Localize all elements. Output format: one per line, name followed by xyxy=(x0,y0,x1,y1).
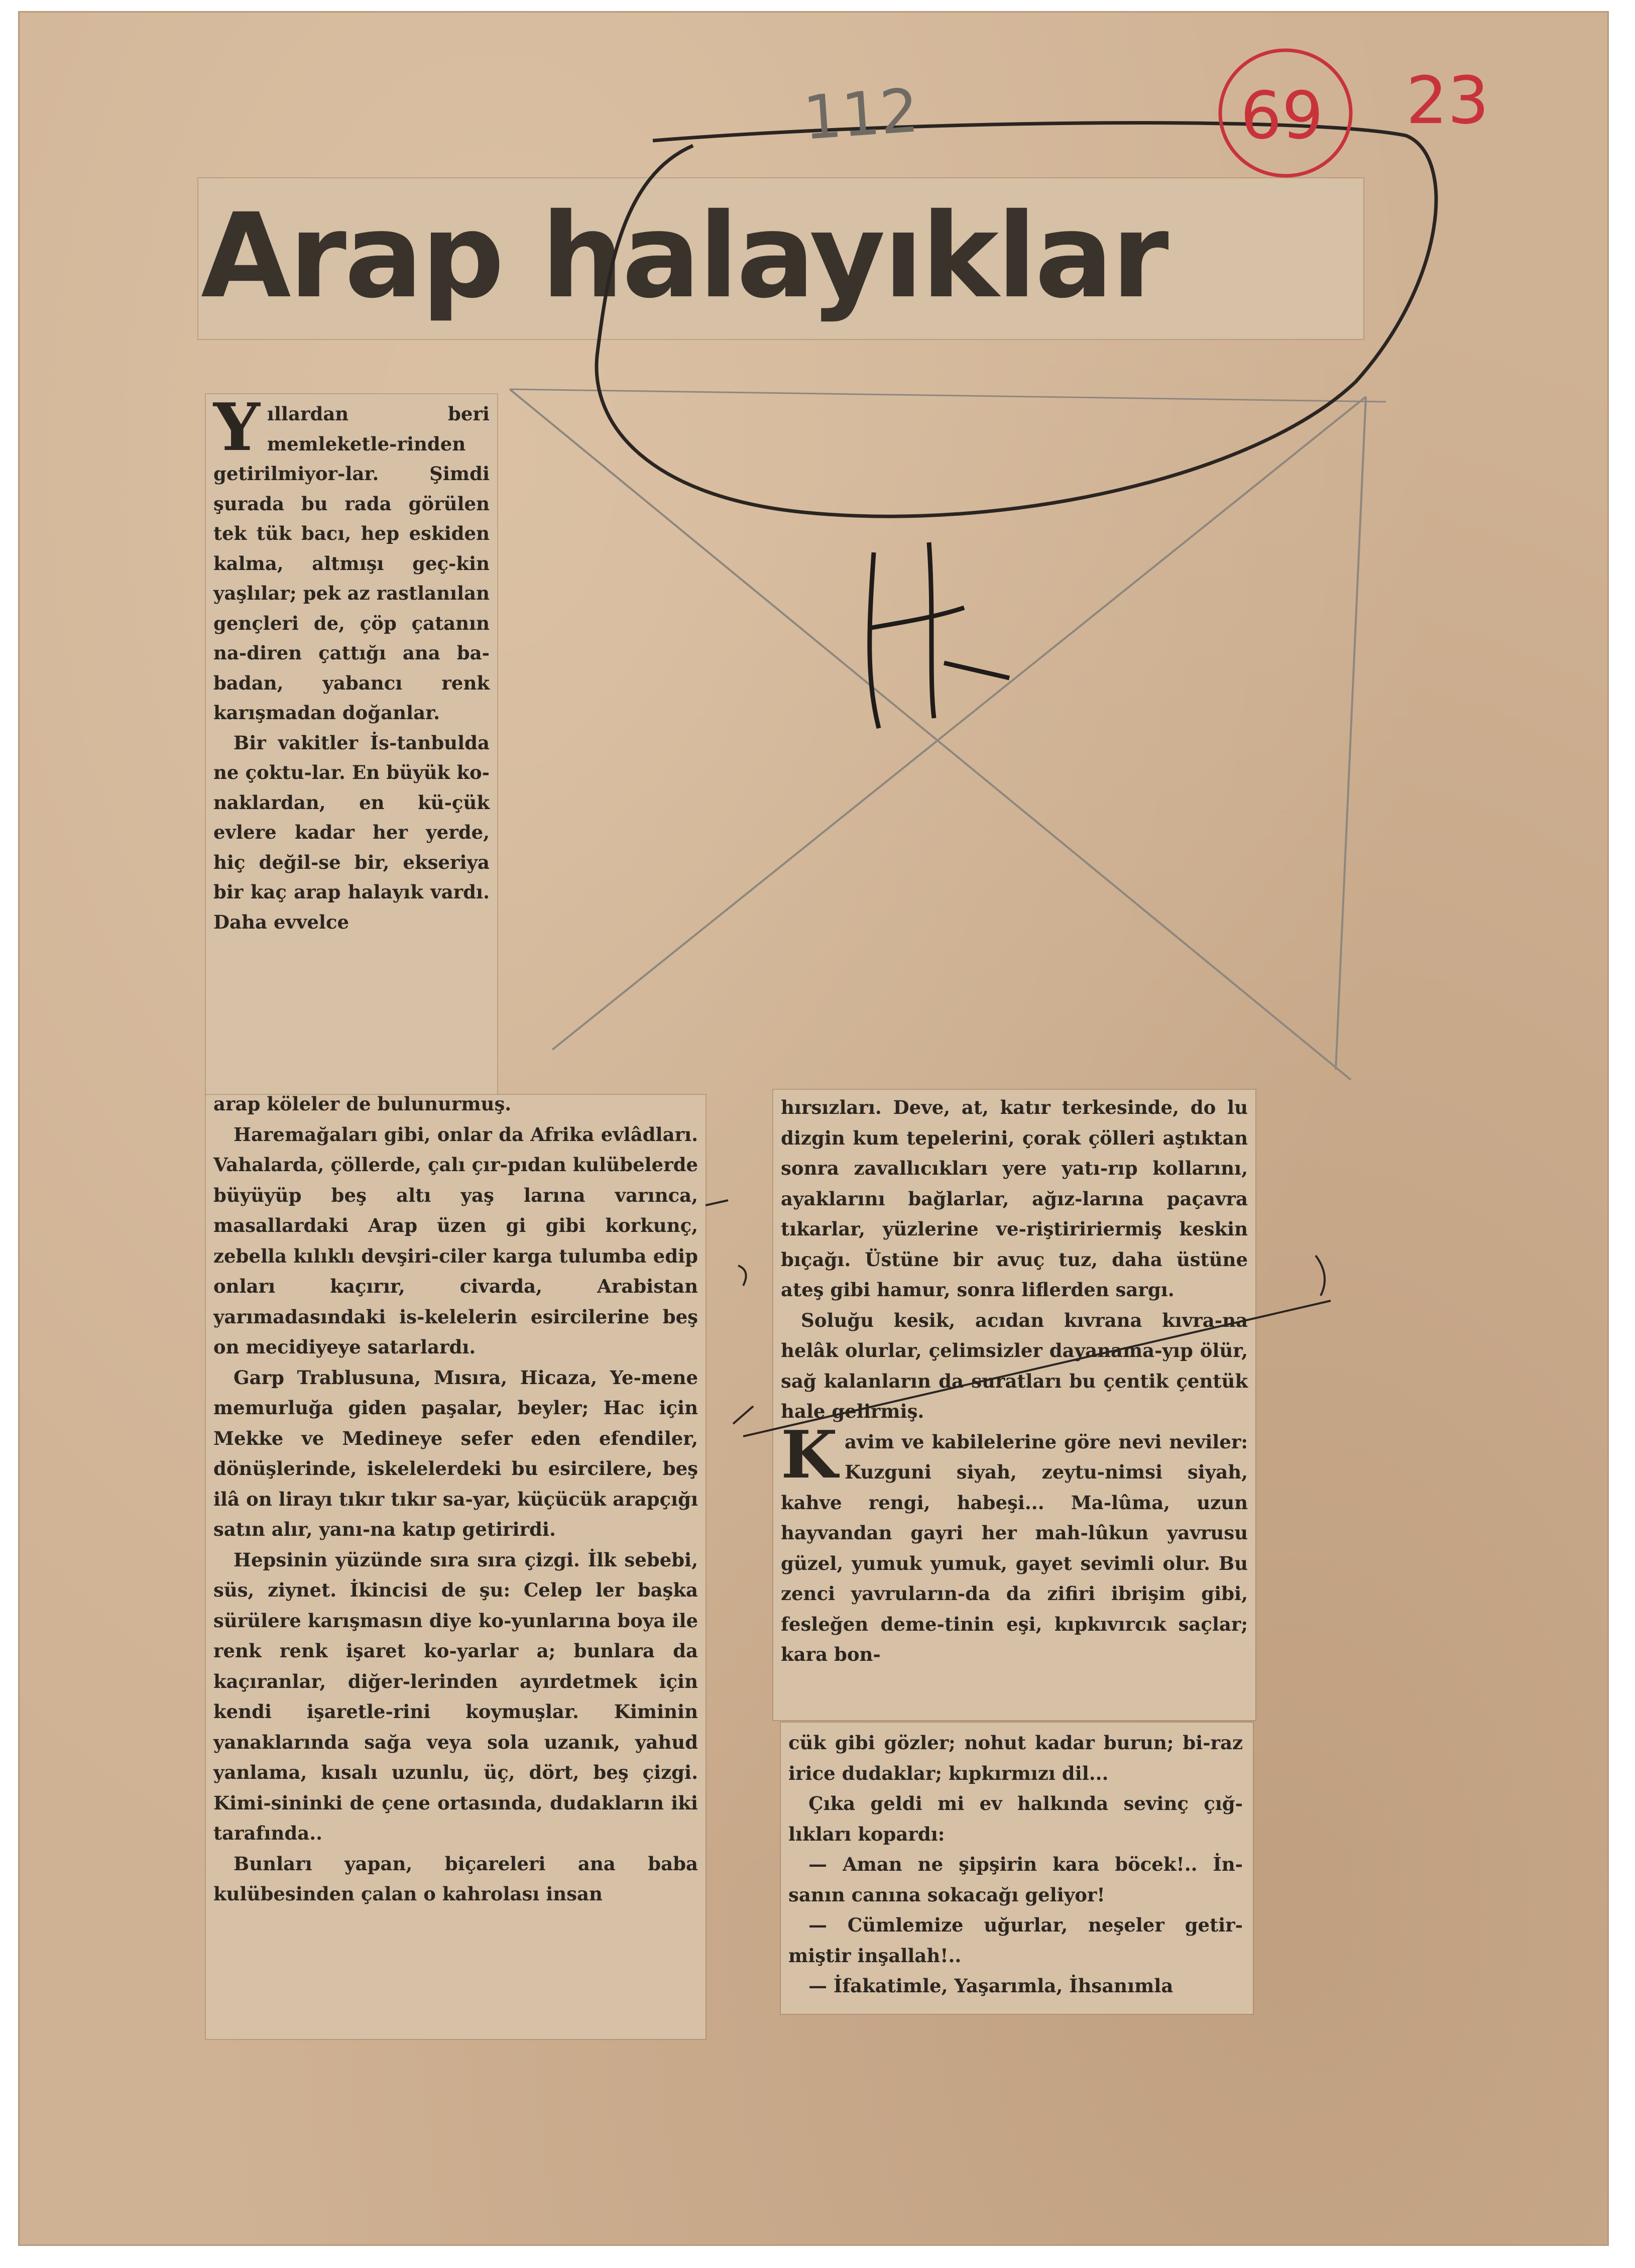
pencil-cross-line-b xyxy=(552,397,1366,1050)
dialogue-line-2: — Cümlemize uğurlar, neşeler getir-miştir inşallah!.. xyxy=(788,1914,1243,1967)
pencil-side-line xyxy=(1336,397,1366,1070)
pencil-top-line xyxy=(510,389,1386,402)
ink-tick-1 xyxy=(706,1200,728,1205)
col2-paragraph-3-text: avim ve kabilelerine göre nevi neviler: Kuzguni siyah, zeytu-nimsi siyah, kahve rengi, habeşi... Ma-lûma, uzun hayvandan gayri her mah-lûkun yavrusu güzel, yumuk yumuk, gayet sevimli olur. Bu zenci yavruların-da da zifiri ibrişim gibi, fesleğen deme-tinin eşi, kıpkıvırcık saçlar; kara bon- xyxy=(781,1430,1248,1665)
col2-paragraph-3-end: cük gibi gözler; nohut kadar burun; bi-raz irice dudaklar; kıpkırmızı dil... xyxy=(788,1732,1243,1784)
paragraph-3: Haremağaları gibi, onlar da Afrika evlâdları. Vahalarda, çöllerde, çalı çır-pıdan kulübelerde büyüyüp beş altı yaş larına varınca, masallardaki Arap üzen gi gibi korkunç, zebella kılıklı devşiri-ciler karga tulumba edip onları kaçırır, civarda, Arabistan yarımadasındaki is-kelelerin esircilerine beş on mecidiyeye satarlardı. xyxy=(213,1123,698,1358)
dialogue-line-1: — Aman ne şipşirin kara böcek!.. İn-sanın canına sokacağı geliyor! xyxy=(788,1853,1243,1906)
dropcap-y: Y xyxy=(213,389,260,466)
pencil-number: 112 xyxy=(801,76,921,154)
red-circled-number: 69 xyxy=(1240,77,1324,154)
col2-paragraph-2: Soluğu kesik, acıdan kıvrana kıvra-na helâk olurlar, çelimsizler dayanama-yıp ölür, sağ kalanların da suratları bu çentik çentük hale gelirmiş. xyxy=(781,1309,1248,1422)
red-number: 23 xyxy=(1406,62,1489,139)
dropcap-k: K xyxy=(781,1416,838,1493)
pencil-cross-line-a xyxy=(510,389,1351,1080)
paragraph-2: Bir vakitler İs-tanbulda ne çoktu-lar. En büyük ko-naklardan, en kü-çük evlere kadar her yerde, hiç değil-se bir, ekseriya bir kaç arap halayık vardı. Daha evvelce xyxy=(213,731,490,933)
paragraph-6: Bunları yapan, biçareleri ana baba kulübesinden çalan o kahrolası insan xyxy=(213,1852,698,1905)
ink-loop xyxy=(597,123,1436,517)
headline: Arap halayıklar xyxy=(201,188,1167,324)
dialogue-line-3: — İfakatimle, Yaşarımla, İhsanımla xyxy=(808,1975,1174,1997)
col2-paragraph-4: Çıka geldi mi ev halkında sevinç çığ-lıkları kopardı: xyxy=(788,1792,1243,1845)
ink-tick-2 xyxy=(738,1266,746,1286)
intro-text: ıllardan beri memleketle-rinden getirilmiyor-lar. Şimdi şurada bu rada görülen tek tük bacı, hep eskiden kalma, altmışı geç-kin yaşlılar; pek az rastlanılan gençleri de, çöp çatanın na-diren çattığı ana ba-badan, yabancı renk karışmadan doğanlar. xyxy=(213,403,490,724)
ink-tick-3 xyxy=(733,1406,753,1424)
col2-paragraph-1: hırsızları. Deve, at, katır terkesinde, do lu dizgin kum tepelerini, çorak çölleri aştıktan sonra zavallıcıkları yere yatı-rıp kollarını, ayaklarını bağlarlar, ağız-larına paçavra tıkarlar, yüzlerine ve-riştiririermiş keskin bıçağı. Üstüne bir avuç tuz, daha üstüne ateş gibi hamur, sonra liflerden sargı. xyxy=(781,1096,1248,1301)
paragraph-2-end: arap köleler de bulunurmuş. xyxy=(213,1093,512,1115)
paragraph-5: Hepsinin yüzünde sıra sıra çizgi. İlk sebebi, süs, ziynet. İkincisi de şu: Celep ler başka sürülere karışmasın diye ko-yunlarına boya ile renk renk işaret ko-yarlar a; bunlara da kaçıranlar, diğer-lerinden ayırdetmek için kendi işaretle-rini koymuşlar. Kiminin yanaklarında sağa veya sola uzanık, yahud yanlama, kısalı uzunlu, üç, dört, beş çizgi. Kimi-sininki de çene ortasında, dudakların iki tarafında.. xyxy=(213,1548,698,1844)
ink-long-stroke xyxy=(743,1301,1331,1436)
paragraph-4: Garp Trablusuna, Mısıra, Hicaza, Ye-mene memurluğa giden paşalar, beyler; Hac için Mekke ve Medineye sefer eden efendiler, dönüşlerinde, iskelelerdeki bu esircilere, beş ilâ on lirayı tıkır tıkır sa-yar, küçücük arapçığı satın alır, yanı-na katıp getirirdi. xyxy=(213,1366,698,1540)
ink-tick-4 xyxy=(1316,1256,1325,1296)
